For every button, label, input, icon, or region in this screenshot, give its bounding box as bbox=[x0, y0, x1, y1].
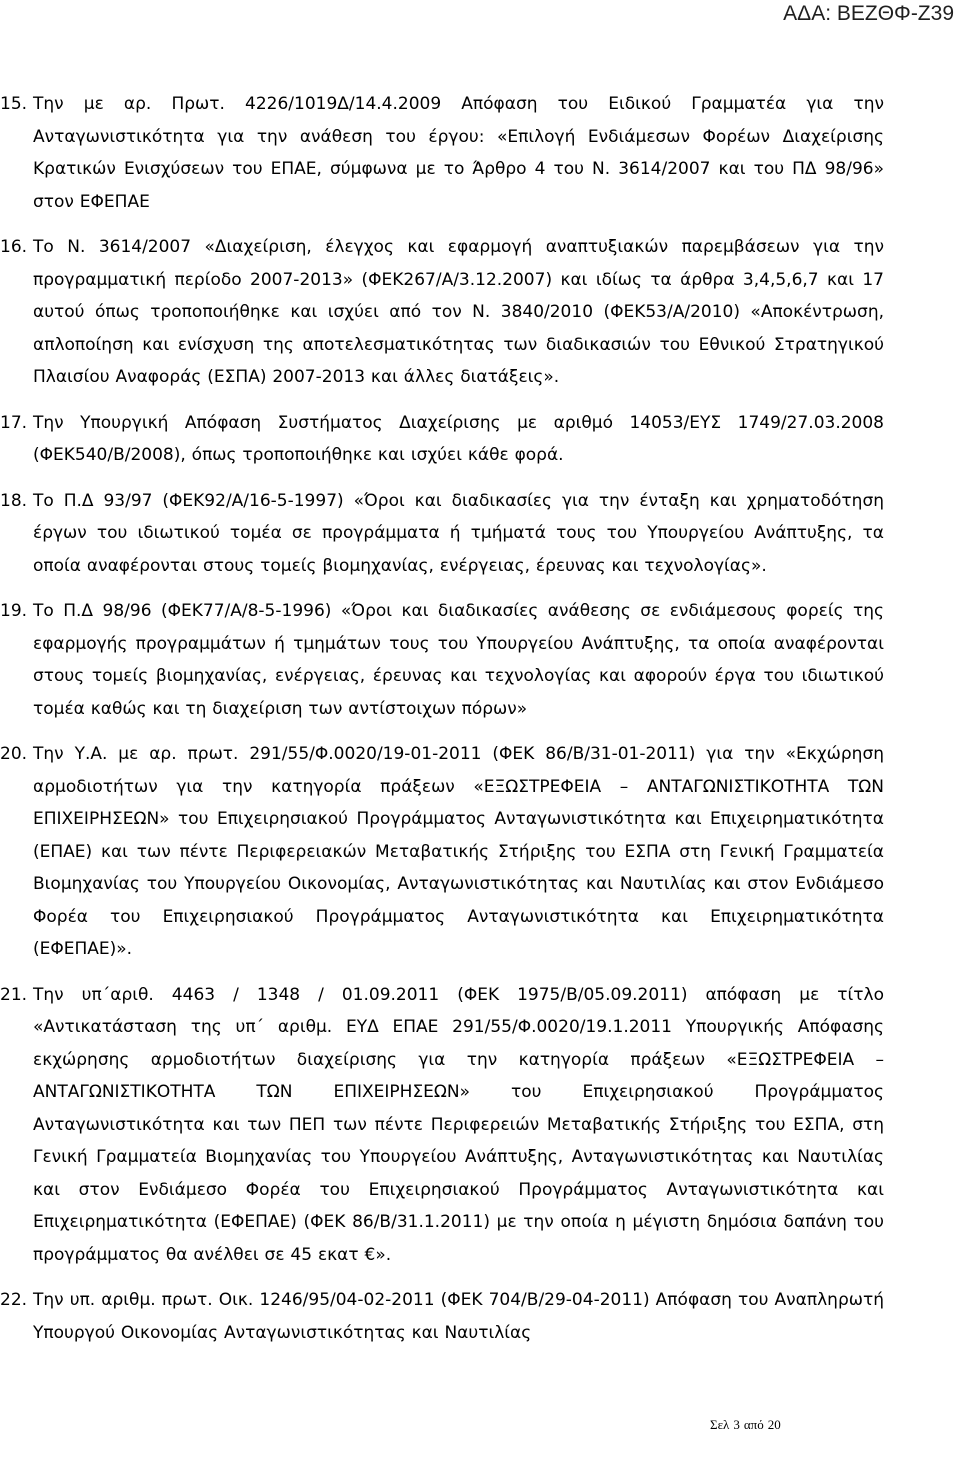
item-text: Την Υ.Α. με αρ. πρωτ. 291/55/Φ.0020/19-01-2011 (ΦΕΚ 86/Β/31-01-2011) για την «Εκχώρηση αρμοδιοτήτων για την κατηγορία πράξεων «ΕΞΩΣΤΡΕΦΕΙΑ – ΑΝΤΑΓΩΝΙΣΤΙΚΟΤΗΤΑ ΤΩΝ ΕΠΙΧΕΙΡΗΣΕΩΝ» του Επιχειρησιακού Προγράμματος Ανταγωνιστικότητα και Επιχειρηματικότητα (ΕΠΑΕ) και των πέντε Περιφερειακών Μεταβατικής Στήριξης του ΕΣΠΑ στη Γενική Γραμματεία Βιομηχανίας του Υπουργείου Οικονομίας, Ανταγωνιστικότητας και Ναυτιλίας και στον Ενδιάμεσο Φορέα του Επιχειρησιακού Προγράμματος Ανταγωνιστικότητα και Επιχειρηματικότητα (ΕΦΕΠΑΕ)». bbox=[33, 744, 884, 959]
list-item bbox=[0, 1284, 960, 1349]
item-text: Το Π.Δ 98/96 (ΦΕΚ77/Α/8-5-1996) «Όροι και διαδικασίες ανάθεσης σε ενδιάμεσους φορείς της εφαρμογής προγραμμάτων ή τμημάτων τους του Υπουργείου Ανάπτυξης, τα οποία αναφέρονται στους τομείς βιομηχανίας, ενέργειας, έρευνας και τεχνολογίας και αφορούν έργα του ιδιωτικού τομέα καθώς και τη διαχείριση των αντίστοιχων πόρων» bbox=[33, 601, 884, 719]
item-text: Την υπ΄αριθ. 4463 / 1348 / 01.09.2011 (ΦΕΚ 1975/Β/05.09.2011) απόφαση με τίτλο «Αντικατάσταση της υπ΄ αριθμ. ΕΥΔ ΕΠΑΕ 291/55/Φ.0020/19.1.2011 Υπουργικής Απόφασης εκχώρησης αρμοδιοτήτων διαχείρισης για την κατηγορία πράξεων «ΕΞΩΣΤΡΕΦΕΙΑ – ΑΝΤΑΓΩΝΙΣΤΙΚΟΤΗΤΑ ΤΩΝ ΕΠΙΧΕΙΡΗΣΕΩΝ» του Επιχειρησιακού Προγράμματος Ανταγωνιστικότητα και των ΠΕΠ των πέντε Περιφερειών Μεταβατικής Στήριξης του ΕΣΠΑ, στη Γενική Γραμματεία Βιομηχανίας του Υπουργείου Ανάπτυξης, Ανταγωνιστικότητας και Ναυτιλίας και στον Ενδιάμεσο Φορέα του Επιχειρησιακού Προγράμματος Ανταγωνιστικότητα και Επιχειρηματικότητα (ΕΦΕΠΑΕ) (ΦΕΚ 86/Β/31.1.2011) με την οποία η μέγιστη δημόσια δαπάνη του προγράμματος θα ανέλθει σε 45 εκατ €». bbox=[33, 984, 884, 1265]
list-item bbox=[0, 979, 960, 1272]
item-number: 18. bbox=[0, 490, 28, 511]
page-number: 3 bbox=[733, 1417, 740, 1432]
item-number: 17. bbox=[0, 412, 28, 433]
item-text: Την Υπουργική Απόφαση Συστήματος Διαχείρισης με αριθμό 14053/ΕΥΣ 1749/27.03.2008 (ΦΕΚ540/Β/2008), όπως τροποποιήθηκε και ισχύει κάθε φορά. bbox=[33, 412, 884, 465]
page-footer bbox=[708, 1417, 783, 1433]
item-text: Την με αρ. Πρωτ. 4226/1019Δ/14.4.2009 Απόφαση του Ειδικού Γραμματέα για την Ανταγωνιστικότητα για την ανάθεση του έργου: «Επιλογή Ενδιάμεσων Φορέων Διαχείρισης Κρατικών Ενισχύσεων του ΕΠΑΕ, σύμφωνα με το Άρθρο 4 του Ν. 3614/2007 και του ΠΔ 98/96» στον ΕΦΕΠΑΕ bbox=[33, 94, 884, 212]
item-number: 22. bbox=[0, 1290, 28, 1310]
list-item bbox=[0, 407, 960, 472]
page-total: 20 bbox=[767, 1417, 781, 1432]
list-item bbox=[0, 88, 960, 218]
list-item bbox=[0, 738, 960, 966]
page-label: Σελ bbox=[710, 1417, 730, 1432]
item-number: 16. bbox=[0, 237, 28, 257]
item-number: 19. bbox=[0, 601, 28, 621]
list-item bbox=[0, 231, 960, 394]
item-number: 15. bbox=[0, 94, 28, 114]
list-item bbox=[0, 595, 960, 725]
page-of-label: από bbox=[743, 1417, 764, 1432]
document-body bbox=[0, 88, 960, 1349]
ada-code: ΑΔΑ: ΒΕΖΘΦ-Ζ39 bbox=[783, 2, 954, 25]
list-item bbox=[0, 485, 960, 583]
item-text: Το Ν. 3614/2007 «Διαχείριση, έλεγχος και εφαρμογή αναπτυξιακών παρεμβάσεων για την προγραμματική περίοδο 2007-2013» (ΦΕΚ267/Α/3.12.2007) και ιδίως τα άρθρα 3,4,5,6,7 και 17 αυτού όπως τροποποιήθηκε και ισχύει από τον Ν. 3840/2010 (ΦΕΚ53/Α/2010) «Αποκέντρωση, απλοποίηση και ενίσχυση της αποτελεσματικότητας των διαδικασιών του Εθνικού Στρατηγικού Πλαισίου Αναφοράς (ΕΣΠΑ) 2007-2013 και άλλες διατάξεις». bbox=[33, 237, 884, 387]
item-text: Την υπ. αριθμ. πρωτ. Οικ. 1246/95/04-02-2011 (ΦΕΚ 704/Β/29-04-2011) Απόφαση του Αναπληρωτή Υπουργού Οικονομίας Ανταγωνιστικότητας και Ναυτιλίας bbox=[33, 1290, 884, 1343]
item-number: 20. bbox=[0, 744, 28, 764]
item-number: 21. bbox=[0, 984, 28, 1005]
item-text: Το Π.Δ 93/97 (ΦΕΚ92/Α/16-5-1997) «Όροι και διαδικασίες για την ένταξη και χρηματοδότηση έργων του ιδιωτικού τομέα σε προγράμματα ή τμήματά τους του Υπουργείου Ανάπτυξης, τα οποία αναφέρονται στους τομείς βιομηχανίας, ενέργειας, έρευνας και τεχνολογίας». bbox=[33, 490, 884, 576]
